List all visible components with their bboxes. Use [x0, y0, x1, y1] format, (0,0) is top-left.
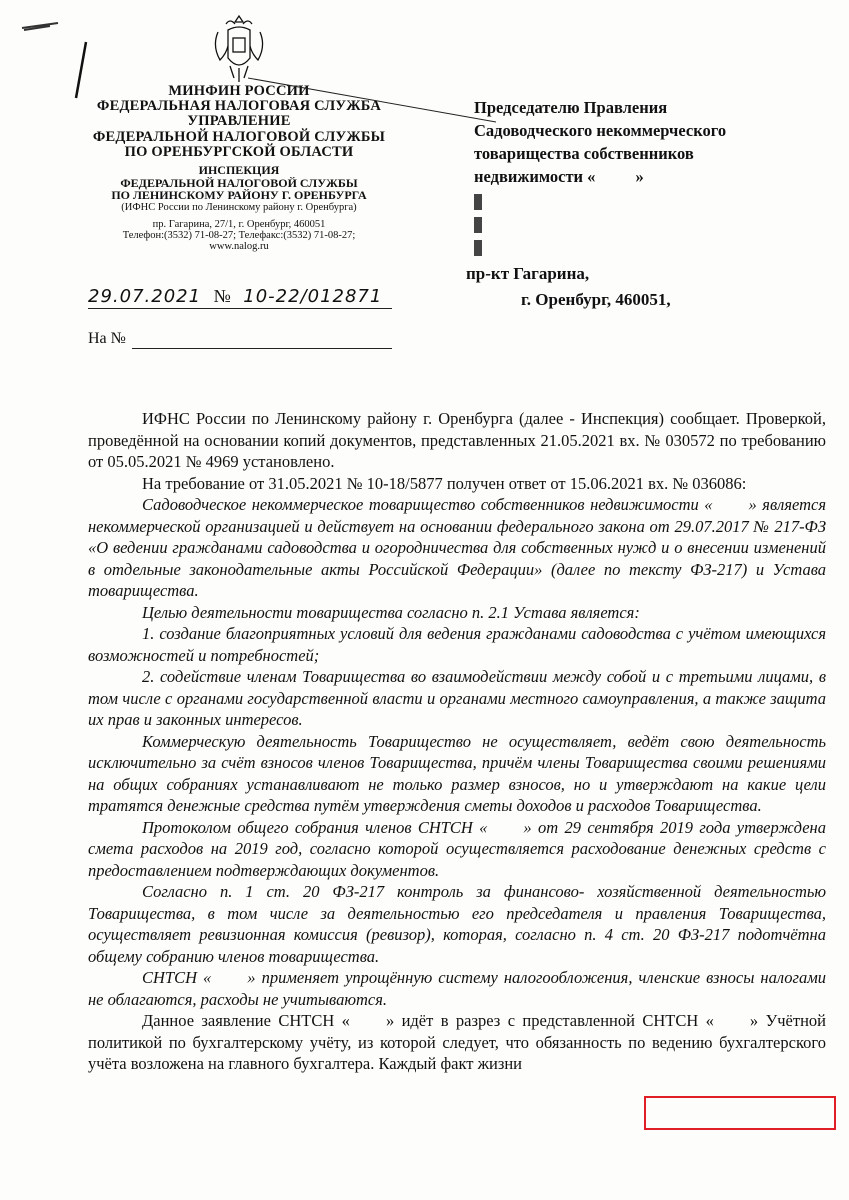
recipient-org-3: недвижимости « » — [474, 167, 644, 187]
recipient-org-2: товарищества собственников — [474, 144, 694, 164]
paragraph-11: Данное заявление СНТСН « » идёт в разрез с представленной СНТСН « » Учётной политикой по бухгалтерскому учёту, из которой следует, что обязанность по ведению бухгалтерского учёта возложена на главного бухгалтера. Каждый факт жизни — [88, 1011, 826, 1073]
paragraph-6: 2. содействие членам Товарищества во взаимодействии между собой и с третьими лицами, в том числе с органами государственной власти и органами местного самоуправления, а также защита их прав и законных интересов. — [88, 667, 826, 729]
recipient-title: Председателю Правления — [474, 98, 668, 117]
paragraph-7: Коммерческую деятельность Товарищество не осуществляет, ведёт свою деятельность исключительно за счёт взносов членов Товарищества, причём члены Товарищества своими решениями на общих собраниях устанавливают не только размер взносов, но и утверждают на какие цели тратятся денежные средства путём утверждения сметы доходов и расходов Товарищества. — [88, 731, 826, 815]
inspection-short-name: (ИФНС России по Ленинскому району г. Оренбурга) — [121, 201, 357, 213]
inspection-service: ФЕДЕРАЛЬНОЙ НАЛОГОВОЙ СЛУЖБЫ — [120, 175, 358, 190]
highlight-box — [644, 1096, 836, 1130]
paragraph-4: Целью деятельности товарищества согласно п. 2.1 Устава является: — [142, 602, 640, 622]
directorate-title: УПРАВЛЕНИЕ — [187, 113, 291, 130]
website: www.nalog.ru — [209, 240, 269, 252]
region-name: ПО ОРЕНБУРГСКОЙ ОБЛАСТИ — [124, 143, 354, 160]
letter-body — [88, 408, 826, 1075]
paragraph-5: 1. создание благоприятных условий для ведения гражданами садоводства с учётом имеющихся возможностей и потребностей; — [88, 624, 826, 665]
paragraph-10: СНТСН « » применяет упрощённую систему налогообложения, членские взносы налогами не облагаются, расходы не учитываются. — [88, 968, 826, 1009]
recipient-org-1: Садоводческого некоммерческого — [474, 121, 727, 141]
recipient-block — [474, 96, 774, 258]
paragraph-8: Протоколом общего собрания членов СНТСН « » от 29 сентября 2019 года утверждена смета расходов на 2019 год, согласно которой осуществляется расходование денежных средств с предоставлением подтверждающих документов. — [88, 817, 826, 880]
paragraph-2: На требование от 31.05.2021 № 10-18/5877 получен ответ от 15.06.2021 вх. № 036086: — [142, 473, 747, 493]
phone-fax: Телефон:(3532) 71-08-27; Телефакс:(3532) 71-08-27; — [122, 229, 356, 241]
service-name: ФЕДЕРАЛЬНАЯ НАЛОГОВАЯ СЛУЖБА — [96, 98, 382, 115]
reference-label: На № — [88, 330, 126, 347]
registration-line — [88, 286, 392, 309]
inspection-district: ПО ЛЕНИНСКОМУ РАЙОНУ Г. ОРЕНБУРГА — [111, 188, 367, 203]
paragraph-1: ИФНС России по Ленинскому району г. Оренбурга (далее - Инспекция) сообщает. Проверкой, проведённой на основании копий документов, представленных 21.05.2021 вх. № 030572 по требованию от 05.05.2021 № 4969 установлено. — [88, 409, 826, 471]
scan-mark-icon — [20, 20, 60, 32]
paragraph-3: Садоводческое некоммерческое товарищество собственников недвижимости « » является некоммерческой организацией и действует на основании федерального закона от 29.07.2017 № 217-ФЗ «О ведении гражданами садоводства и огородничества для собственных нужд и о внесении изменений в отдельные законодательные акты Российской Федерации» (далее по тексту ФЗ-217) и Устава товарищества. — [88, 495, 827, 600]
coat-of-arms-icon — [208, 10, 270, 84]
postal-address: пр. Гагарина, 27/1, г. Оренбург, 460051 — [152, 218, 326, 230]
redacted-line — [474, 235, 774, 258]
redacted-line — [474, 211, 774, 234]
paragraph-9: Согласно п. 1 ст. 20 ФЗ-217 контроль за финансово- хозяйственной деятельностью Товарищества, в том числе за деятельностью его председателя и правления Товарищества, осуществляет ревизионная комиссия (ревизор), которая, согласно п. 4 ст. 20 ФЗ-217 подотчётна общему собранию членов товарищества. — [88, 882, 826, 966]
ministry-name: МИНФИН РОССИИ — [168, 83, 310, 99]
outgoing-date: 29.07.2021 — [88, 286, 202, 307]
scan-line-icon — [248, 76, 498, 126]
directorate-name: ФЕДЕРАЛЬНОЙ НАЛОГОВОЙ СЛУЖБЫ — [92, 128, 386, 145]
recipient-city: г. Оренбург, 460051, — [521, 290, 671, 309]
redacted-line — [474, 188, 774, 211]
outgoing-number: 10-22/012871 — [243, 286, 383, 307]
number-label: № — [213, 286, 231, 306]
highlighted-phrase: Каждый факт жизни — [378, 1054, 523, 1073]
reference-line — [132, 348, 392, 349]
recipient-street: пр-кт Гагарина, — [466, 264, 590, 283]
inspection-title: ИНСПЕКЦИЯ — [198, 163, 280, 178]
